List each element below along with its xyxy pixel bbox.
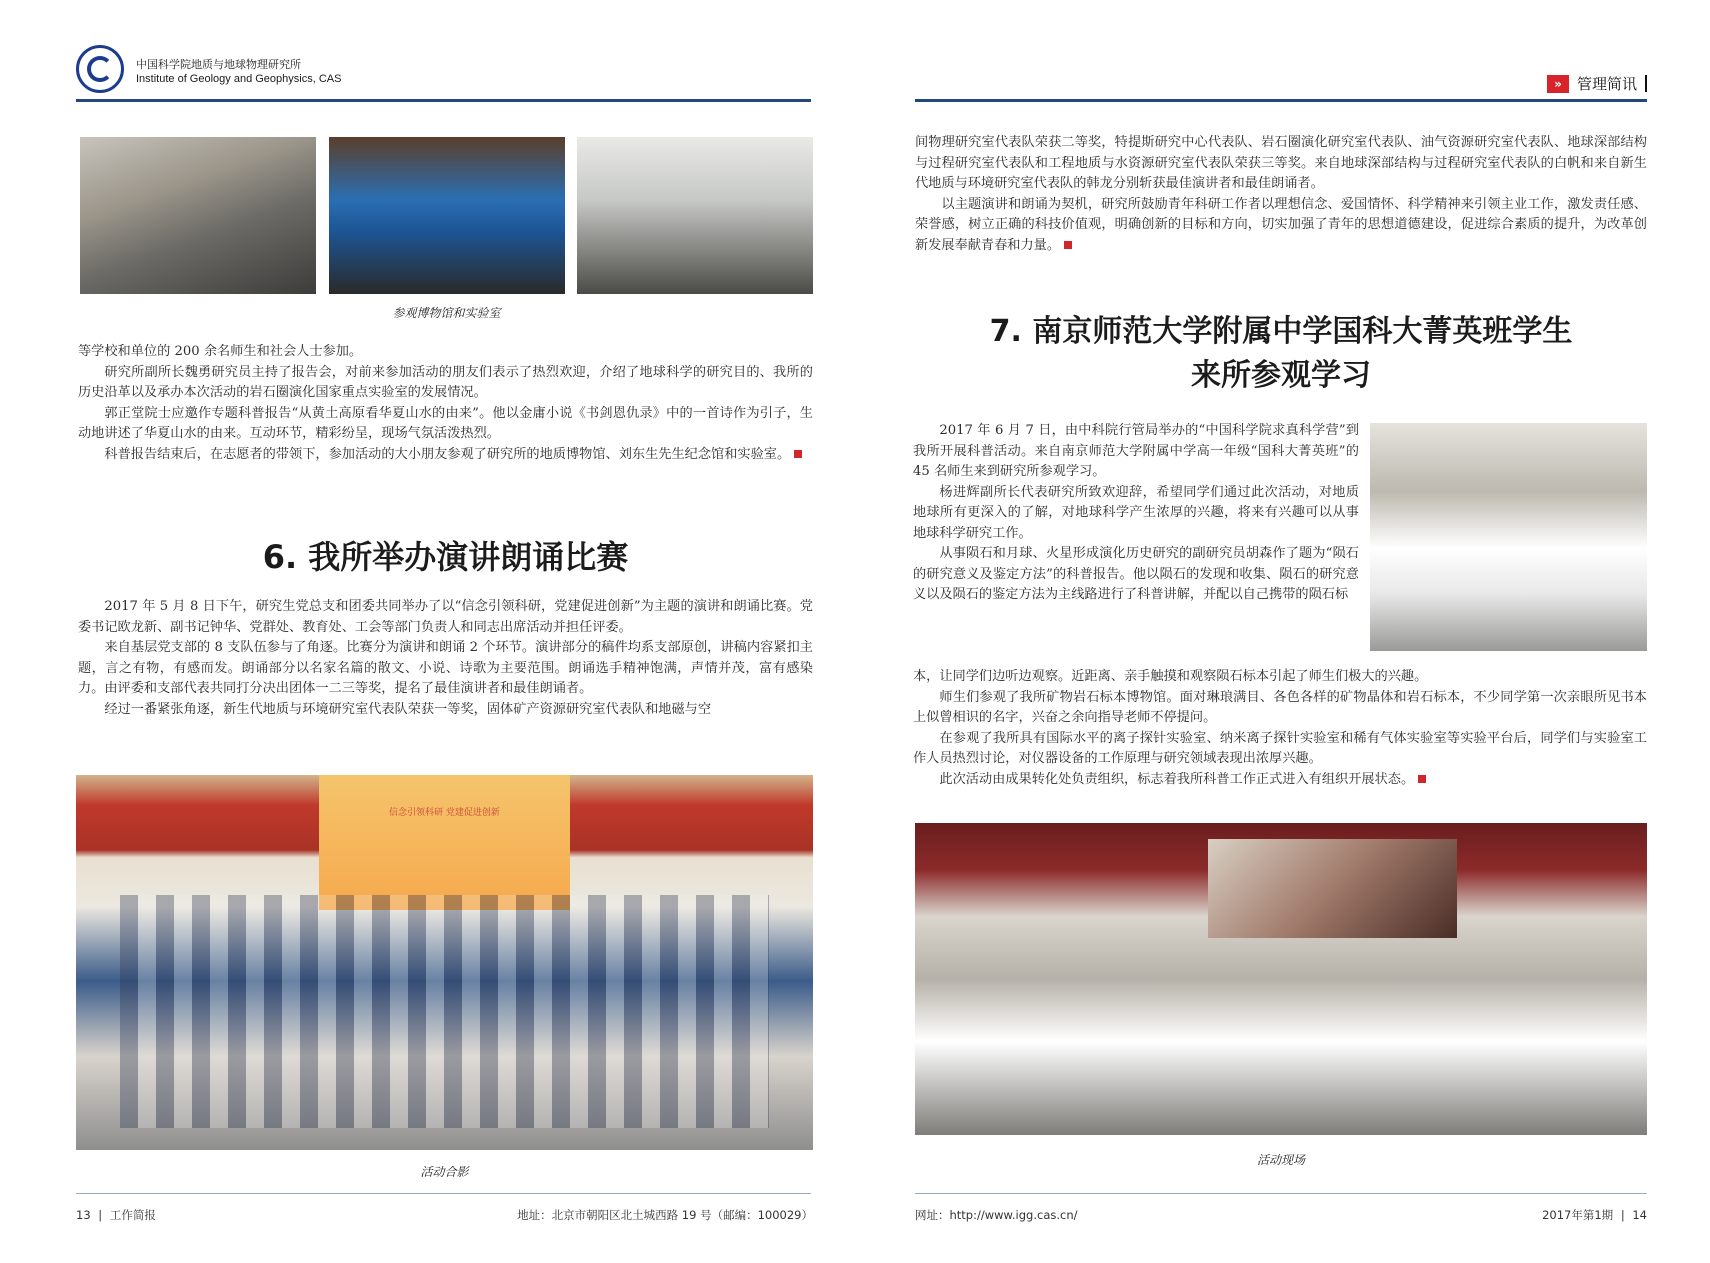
double-chevron-icon: »	[1547, 75, 1569, 93]
paragraph-with-end-mark: 以主题演讲和朗诵为契机，研究所鼓励青年科研工作者以理想信念、爱国情怀、科学精神来引领主业工作，激发责任感、荣誉感，树立正确的科技价值观，明确创新的目标和方向，切实加强了青年的思想道德建设，促进综合素质的提升，为改革创新发展奉献青春和力量。	[915, 196, 1647, 253]
footer-address: 地址：北京市朝阳区北土城西路 19 号（邮编：100029）	[517, 1208, 813, 1222]
museum-photo-1	[80, 137, 316, 294]
end-mark	[1418, 775, 1426, 783]
institute-name-cn: 中国科学院地质与地球物理研究所	[136, 58, 301, 71]
footer-rule	[76, 1193, 811, 1194]
paragraph: 等学校和单位的 200 余名师生和社会人士参加。	[78, 344, 363, 359]
event-banner: 信念引领科研 党建促进创新	[319, 775, 570, 910]
museum-photo-2	[329, 137, 565, 294]
paragraph: 间物理研究室代表队荣获二等奖，特提斯研究中心代表队、岩石圈演化研究室代表队、油气资源研究室代表队、地球深部结构与过程研究室代表队和工程地质与水资源研究室代表队荣获三等奖。来自地球深部结构与过程研究室代表队的白帆和来自新生代地质与环境研究室代表队的韩龙分别斩获最佳演讲者和最佳朗诵者。	[915, 135, 1647, 191]
paragraph: 经过一番紧张角逐，新生代地质与环境研究室代表队荣获一等奖，固体矿产资源研究室代表队和地磁与空	[104, 701, 712, 717]
paragraph: 从事陨石和月球、火星形成演化历史研究的副研究员胡森作了题为“陨石的研究意义及鉴定方法”的科普报告。他以陨石的发现和收集、陨石的研究意义以及陨石的鉴定方法为主线路进行了科普讲解，并配以自己携带的陨石标	[913, 546, 1359, 602]
header-rule	[76, 99, 811, 102]
projection-screen	[1208, 839, 1457, 939]
section-6-text	[78, 597, 813, 720]
paragraph-with-end-mark: 科普报告结束后，在志愿者的带领下，参加活动的大小朋友参观了研究所的地质博物馆、刘东生先生纪念馆和实验室。	[78, 445, 813, 466]
footer-left: 13 | 工作简报	[76, 1208, 156, 1222]
page-number: 13	[76, 1208, 91, 1222]
paragraph: 杨进辉副所长代表研究所致欢迎辞，希望同学们通过此次活动，对地质地球所有更深入的了解，对地球科学产生浓厚的兴趣，将来有兴趣可以从事地球科学研究工作。	[913, 484, 1359, 541]
paragraph: 来自基层党支部的 8 支队伍参与了角逐。比赛分为演讲和朗诵 2 个环节。演讲部分的稿件均系支部原创，讲稿内容紧扣主题，言之有物，有感而发。朗诵部分以名家名篇的散文、小说、诗歌为主要范围。朗诵选手精神饱满，声情并茂，富有感染力。由评委和支部代表共同打分决出团体一二三等奖，提名了最佳演讲者和最佳朗诵者。	[78, 640, 813, 696]
section-7-wrapped-text	[913, 421, 1359, 606]
heading-line-1: 7. 南京师范大学附属中学国科大菁英班学生	[989, 314, 1573, 349]
footer-url: 网址：http://www.igg.cas.cn/	[915, 1208, 1078, 1222]
group-photo-caption: 活动合影	[420, 1165, 469, 1179]
page-number: 14	[1632, 1208, 1647, 1222]
heading-line-2: 来所参观学习	[1191, 358, 1371, 393]
right-page	[855, 0, 1710, 1263]
paragraph-with-end-mark: 此次活动由成果转化处负责组织，标志着我所科普工作正式进入有组织开展状态。	[913, 770, 1647, 791]
lab-photo	[577, 137, 813, 294]
paragraph: 2017 年 6 月 7 日，由中科院行管局举办的“中国科学院求真科学营”到我所开展科普活动。来自南京师范大学附属中学高一年级“国科大菁英班”的 45 名师生来到研究所参观学习。	[913, 423, 1359, 479]
top-photos-caption: 参观博物馆和实验室	[392, 306, 501, 320]
paragraph: 在参观了我所具有国际水平的离子探针实验室、纳米离子探针实验室和稀有气体实验室等实验平台后，同学们与实验室工作人员热烈讨论，对仪器设备的工作原理与研究领域表现出浓厚兴趣。	[913, 730, 1647, 766]
continued-text	[915, 133, 1647, 256]
header-rule	[915, 99, 1647, 102]
lecture-hall-caption: 活动现场	[1256, 1153, 1305, 1167]
paragraph: 研究所副所长魏勇研究员主持了报告会，对前来参加活动的朋友们表示了热烈欢迎，介绍了地球科学的研究目的、我所的历史沿革以及承办本次活动的岩石圈演化国家重点实验室的发展情况。	[78, 364, 813, 400]
paragraph: 郭正堂院士应邀作专题科普报告“从黄土高原看华夏山水的由来”。他以金庸小说《书剑恩仇录》中的一首诗作为引子，生动地讲述了华夏山水的由来。互动环节，精彩纷呈，现场气氛活泼热烈。	[78, 405, 813, 441]
footer-rule	[915, 1193, 1647, 1194]
issue-label: 2017年第1期	[1542, 1208, 1614, 1222]
end-mark	[1064, 241, 1072, 249]
group-people	[120, 895, 769, 1128]
institute-name-en: Institute of Geology and Geophysics, CAS	[136, 73, 342, 85]
heading-section-6: 6. 我所举办演讲朗诵比赛	[262, 538, 629, 576]
section-tag-label: 管理简讯	[1576, 75, 1637, 93]
tag-divider	[1645, 75, 1647, 92]
lecture-hall-photo	[915, 823, 1647, 1135]
publication-name: 工作简报	[109, 1208, 156, 1222]
section-7-full-text	[913, 667, 1647, 790]
paragraph: 2017 年 5 月 8 日下午，研究生党总支和团委共同举办了以“信念引领科研，党建促进创新”为主题的演讲和朗诵比赛。党委书记欧龙新、副书记钟华、党群处、教育处、工会等部门负责人和同志出席活动并担任评委。	[78, 599, 813, 635]
paragraph: 师生们参观了我所矿物岩石标本博物馆。面对琳琅满目、各色各样的矿物晶体和岩石标本，不少同学第一次亲眼所见书本上似曾相识的名字，兴奋之余向指导老师不停提问。	[913, 689, 1647, 725]
heading-section-7	[915, 310, 1647, 398]
group-photo	[76, 775, 813, 1150]
section-tag	[1547, 73, 1647, 94]
footer-right: 2017年第1期 | 14	[1542, 1208, 1647, 1222]
paragraph: 本，让同学们边听边观察。近距离、亲手触摸和观察陨石标本引起了师生们极大的兴趣。	[913, 669, 1428, 684]
end-mark	[794, 450, 802, 458]
institute-logo	[76, 45, 124, 93]
intro-text	[78, 342, 813, 465]
classroom-photo	[1370, 423, 1647, 651]
